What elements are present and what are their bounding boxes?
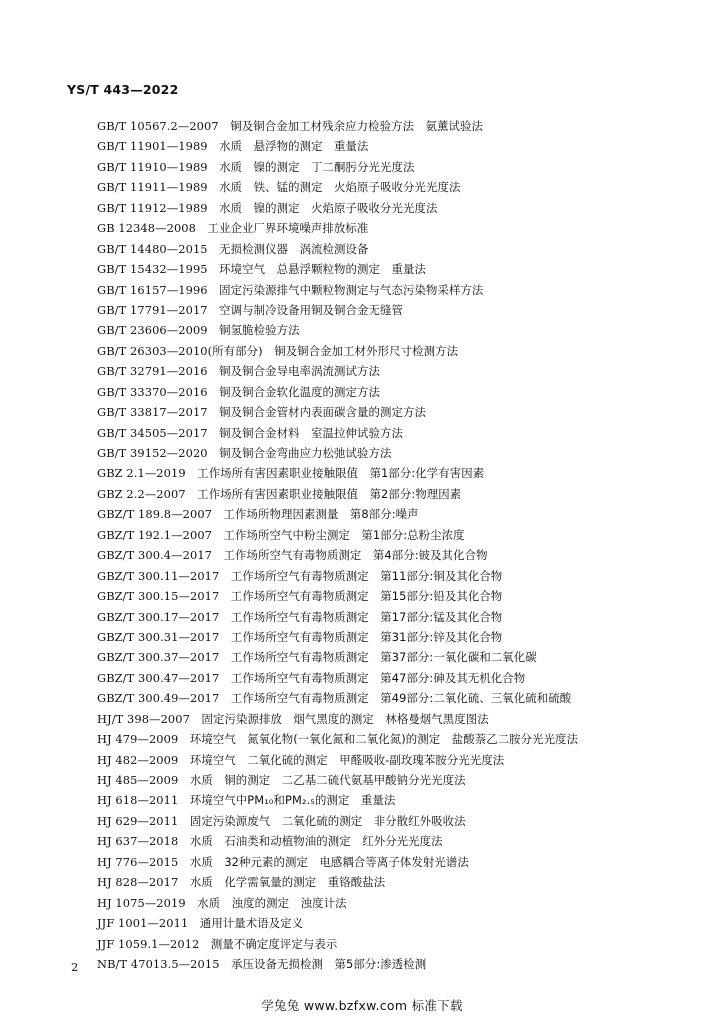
standard-code: HJ 479—2009 (97, 732, 179, 747)
standard-code: GB/T 11911—1989 (97, 180, 208, 195)
standard-code: GBZ/T 192.1—2007 (97, 527, 213, 542)
standard-code: GB/T 23606—2009 (97, 323, 208, 338)
standard-code: GB/T 11910—1989 (97, 159, 208, 174)
reference-entry (97, 811, 697, 831)
standard-code: GB/T 39152—2020 (97, 446, 208, 460)
standard-title: 水质 化学需氧量的测定 重铬酸盐法 (189, 875, 386, 890)
standard-title: 铜及铜合金材料 室温拉伸试验方法 (219, 425, 403, 440)
standard-title: 环境空气 总悬浮颗粒物的测定 重量法 (219, 262, 426, 277)
reference-entry (97, 116, 697, 136)
standard-title: 工作场所有害因素职业接触限值 第1部分:化学有害因素 (197, 466, 485, 481)
standard-code: GBZ/T 300.15—2017 (97, 589, 220, 604)
standard-code: HJ 482—2009 (97, 752, 179, 767)
reference-entry (97, 790, 697, 810)
reference-entry (97, 239, 697, 259)
standard-code: GBZ/T 189.8—2007 (97, 507, 213, 522)
standard-title: 承压设备无损检测 第5部分:渗透检测 (231, 956, 427, 971)
reference-entry (97, 934, 697, 954)
standard-code: GBZ 2.2—2007 (97, 486, 186, 501)
reference-entry (97, 402, 697, 422)
reference-entry (97, 504, 697, 524)
standard-code: GB/T 17791—2017 (97, 302, 208, 317)
standard-code: GB/T 33817—2017 (97, 405, 208, 420)
standard-title: 工作场所空气中粉尘测定 第1部分:总粉尘浓度 (223, 527, 465, 542)
standard-title: 通用计量术语及定义 (199, 916, 304, 931)
standard-code: GB/T 26303—2010(所有部分) (97, 343, 263, 358)
reference-entry (97, 382, 697, 402)
standard-title: 水质 浊度的测定 浊度计法 (197, 895, 347, 910)
reference-entry (97, 320, 697, 340)
reference-entry (97, 198, 697, 218)
standard-title: 铜及铜合金加工材残余应力检验方法 氨薰试验法 (230, 119, 484, 133)
standard-title: 水质 石油类和动植物油的测定 红外分光光度法 (189, 834, 443, 849)
standard-code: GBZ/T 300.11—2017 (97, 568, 220, 583)
standard-code: JJF 1059.1—2012 (97, 936, 200, 951)
standard-title: 水质 镍的测定 火焰原子吸收分光光度法 (219, 200, 438, 215)
reference-entry (97, 545, 697, 565)
standard-title: 环境空气中PM₁₀和PM₂.₅的测定 重量法 (189, 793, 396, 808)
standard-title: 铜及铜合金软化温度的测定方法 (219, 384, 381, 399)
reference-entry (97, 607, 697, 627)
standard-title: 水质 镍的测定 丁二酮肟分光光度法 (219, 159, 415, 174)
standard-title: 环境空气 二氧化硫的测定 甲醛吸收-副玫瑰苯胺分光光度法 (189, 752, 505, 767)
reference-entry (97, 177, 697, 197)
reference-entry (97, 484, 697, 504)
reference-entry (97, 709, 697, 729)
standard-code: GB/T 11901—1989 (97, 139, 208, 154)
page-number: 2 (71, 960, 79, 974)
standard-code: HJ 828—2017 (97, 875, 179, 890)
reference-entry (97, 136, 697, 156)
reference-entry (97, 770, 697, 790)
standard-title: 测量不确定度评定与表示 (210, 936, 338, 951)
reference-entry (97, 341, 697, 361)
reference-entry (97, 954, 697, 974)
standard-title: 工业企业厂界环境噪声排放标准 (207, 221, 369, 236)
standard-title: 工作场所空气有毒物质测定 第17部分:锰及其化合物 (230, 609, 503, 624)
standard-title: 铜氢脆检验方法 (219, 323, 300, 338)
reference-entry (97, 361, 697, 381)
reference-entry (97, 893, 697, 913)
reference-entry (97, 831, 697, 851)
reference-entry (97, 668, 697, 688)
standard-title: 铜及铜合金加工材外形尺寸检测方法 (274, 343, 459, 358)
standard-title: 工作场所空气有毒物质测定 第11部分:铜及其化合物 (230, 568, 503, 583)
standard-title: 铜及铜合金导电率涡流测试方法 (219, 364, 381, 379)
normative-references-list (97, 116, 697, 974)
standard-code: HJ 637—2018 (97, 834, 179, 849)
standard-code: HJ 618—2011 (97, 793, 179, 808)
standard-title: 工作场所空气有毒物质测定 第31部分:锌及其化合物 (230, 629, 503, 644)
standard-title: 工作场所空气有毒物质测定 第15部分:铅及其化合物 (230, 589, 503, 604)
watermark-text: 学兔兔 www.bzfxw.com 标准下载 (261, 998, 463, 1013)
reference-entry (97, 259, 697, 279)
standard-title: 水质 铁、锰的测定 火焰原子吸收分光光度法 (219, 180, 461, 195)
standard-title: 铜及铜合金弯曲应力松弛试验方法 (219, 446, 392, 460)
standard-code: GB/T 14480—2015 (97, 241, 208, 256)
reference-entry (97, 750, 697, 770)
standard-code: GBZ 2.1—2019 (97, 466, 186, 481)
document-code-header: YS/T 443—2022 (67, 82, 179, 97)
reference-entry (97, 300, 697, 320)
reference-entry (97, 729, 697, 749)
reference-entry (97, 463, 697, 483)
standard-code: GBZ/T 300.4—2017 (97, 548, 213, 563)
standard-code: HJ 629—2011 (97, 813, 179, 828)
standard-title: 水质 铜的测定 二乙基二硫代氨基甲酸钠分光光度法 (189, 773, 466, 787)
watermark-footer (0, 996, 724, 1014)
standard-title: 工作场所有害因素职业接触限值 第2部分:物理因素 (197, 486, 462, 501)
standard-code: GBZ/T 300.47—2017 (97, 670, 220, 685)
reference-entry (97, 443, 697, 463)
reference-entry (97, 852, 697, 872)
standard-title: 水质 32种元素的测定 电感耦合等离子体发射光谱法 (189, 854, 469, 869)
standard-code: HJ 776—2015 (97, 854, 179, 869)
standard-title: 铜及铜合金管材内表面碳含量的测定方法 (219, 405, 426, 420)
standard-code: GB/T 34505—2017 (97, 425, 208, 440)
standard-code: HJ 485—2009 (97, 773, 179, 787)
standard-code: GB/T 16157—1996 (97, 282, 208, 297)
standard-title: 固定污染源排放 烟气黑度的测定 林格曼烟气黑度图法 (201, 711, 489, 726)
standard-code: GB/T 33370—2016 (97, 384, 208, 399)
reference-entry (97, 157, 697, 177)
standard-code: GB/T 15432—1995 (97, 262, 208, 277)
standard-code: GB/T 11912—1989 (97, 200, 208, 215)
reference-entry (97, 586, 697, 606)
standard-title: 工作场所空气有毒物质测定 第4部分:铍及其化合物 (223, 548, 488, 563)
standard-code: GB/T 10567.2—2007 (97, 119, 219, 133)
standard-code: HJ 1075—2019 (97, 895, 186, 910)
standard-title: 工作场所空气有毒物质测定 第49部分:二氧化硫、三氧化硫和硫酸 (230, 691, 572, 706)
standard-code: JJF 1001—2011 (97, 916, 189, 931)
standard-title: 工作场所空气有毒物质测定 第47部分:砷及其无机化合物 (230, 670, 526, 685)
reference-entry (97, 566, 697, 586)
standard-title: 空调与制冷设备用铜及铜合金无缝管 (219, 302, 403, 317)
standard-title: 环境空气 氮氧化物(一氧化氮和二氧化氮)的测定 盐酸萘乙二胺分光光度法 (189, 732, 579, 747)
standard-code: GB 12348—2008 (97, 221, 197, 236)
standard-title: 工作场所空气有毒物质测定 第37部分:一氧化碳和二氧化碳 (230, 650, 537, 665)
standard-title: 工作场所物理因素测量 第8部分:噪声 (223, 507, 419, 522)
reference-entry (97, 280, 697, 300)
standard-title: 固定污染源废气 二氧化硫的测定 非分散红外吸收法 (189, 813, 466, 828)
standard-code: HJ/T 398—2007 (97, 711, 190, 726)
standard-title: 水质 悬浮物的测定 重量法 (219, 139, 369, 154)
standard-code: GBZ/T 300.49—2017 (97, 691, 220, 706)
standard-title: 固定污染源排气中颗粒物测定与气态污染物采样方法 (219, 282, 484, 297)
standard-code: GBZ/T 300.31—2017 (97, 629, 220, 644)
reference-entry (97, 627, 697, 647)
reference-entry (97, 647, 697, 667)
standard-code: GB/T 32791—2016 (97, 364, 208, 379)
reference-entry (97, 688, 697, 708)
standard-title: 无损检测仪器 涡流检测设备 (219, 241, 369, 256)
reference-entry (97, 218, 697, 238)
reference-entry (97, 423, 697, 443)
reference-entry (97, 913, 697, 933)
reference-entry (97, 525, 697, 545)
standard-code: GBZ/T 300.37—2017 (97, 650, 220, 665)
reference-entry (97, 872, 697, 892)
standard-code: GBZ/T 300.17—2017 (97, 609, 220, 624)
standard-code: NB/T 47013.5—2015 (97, 956, 220, 971)
